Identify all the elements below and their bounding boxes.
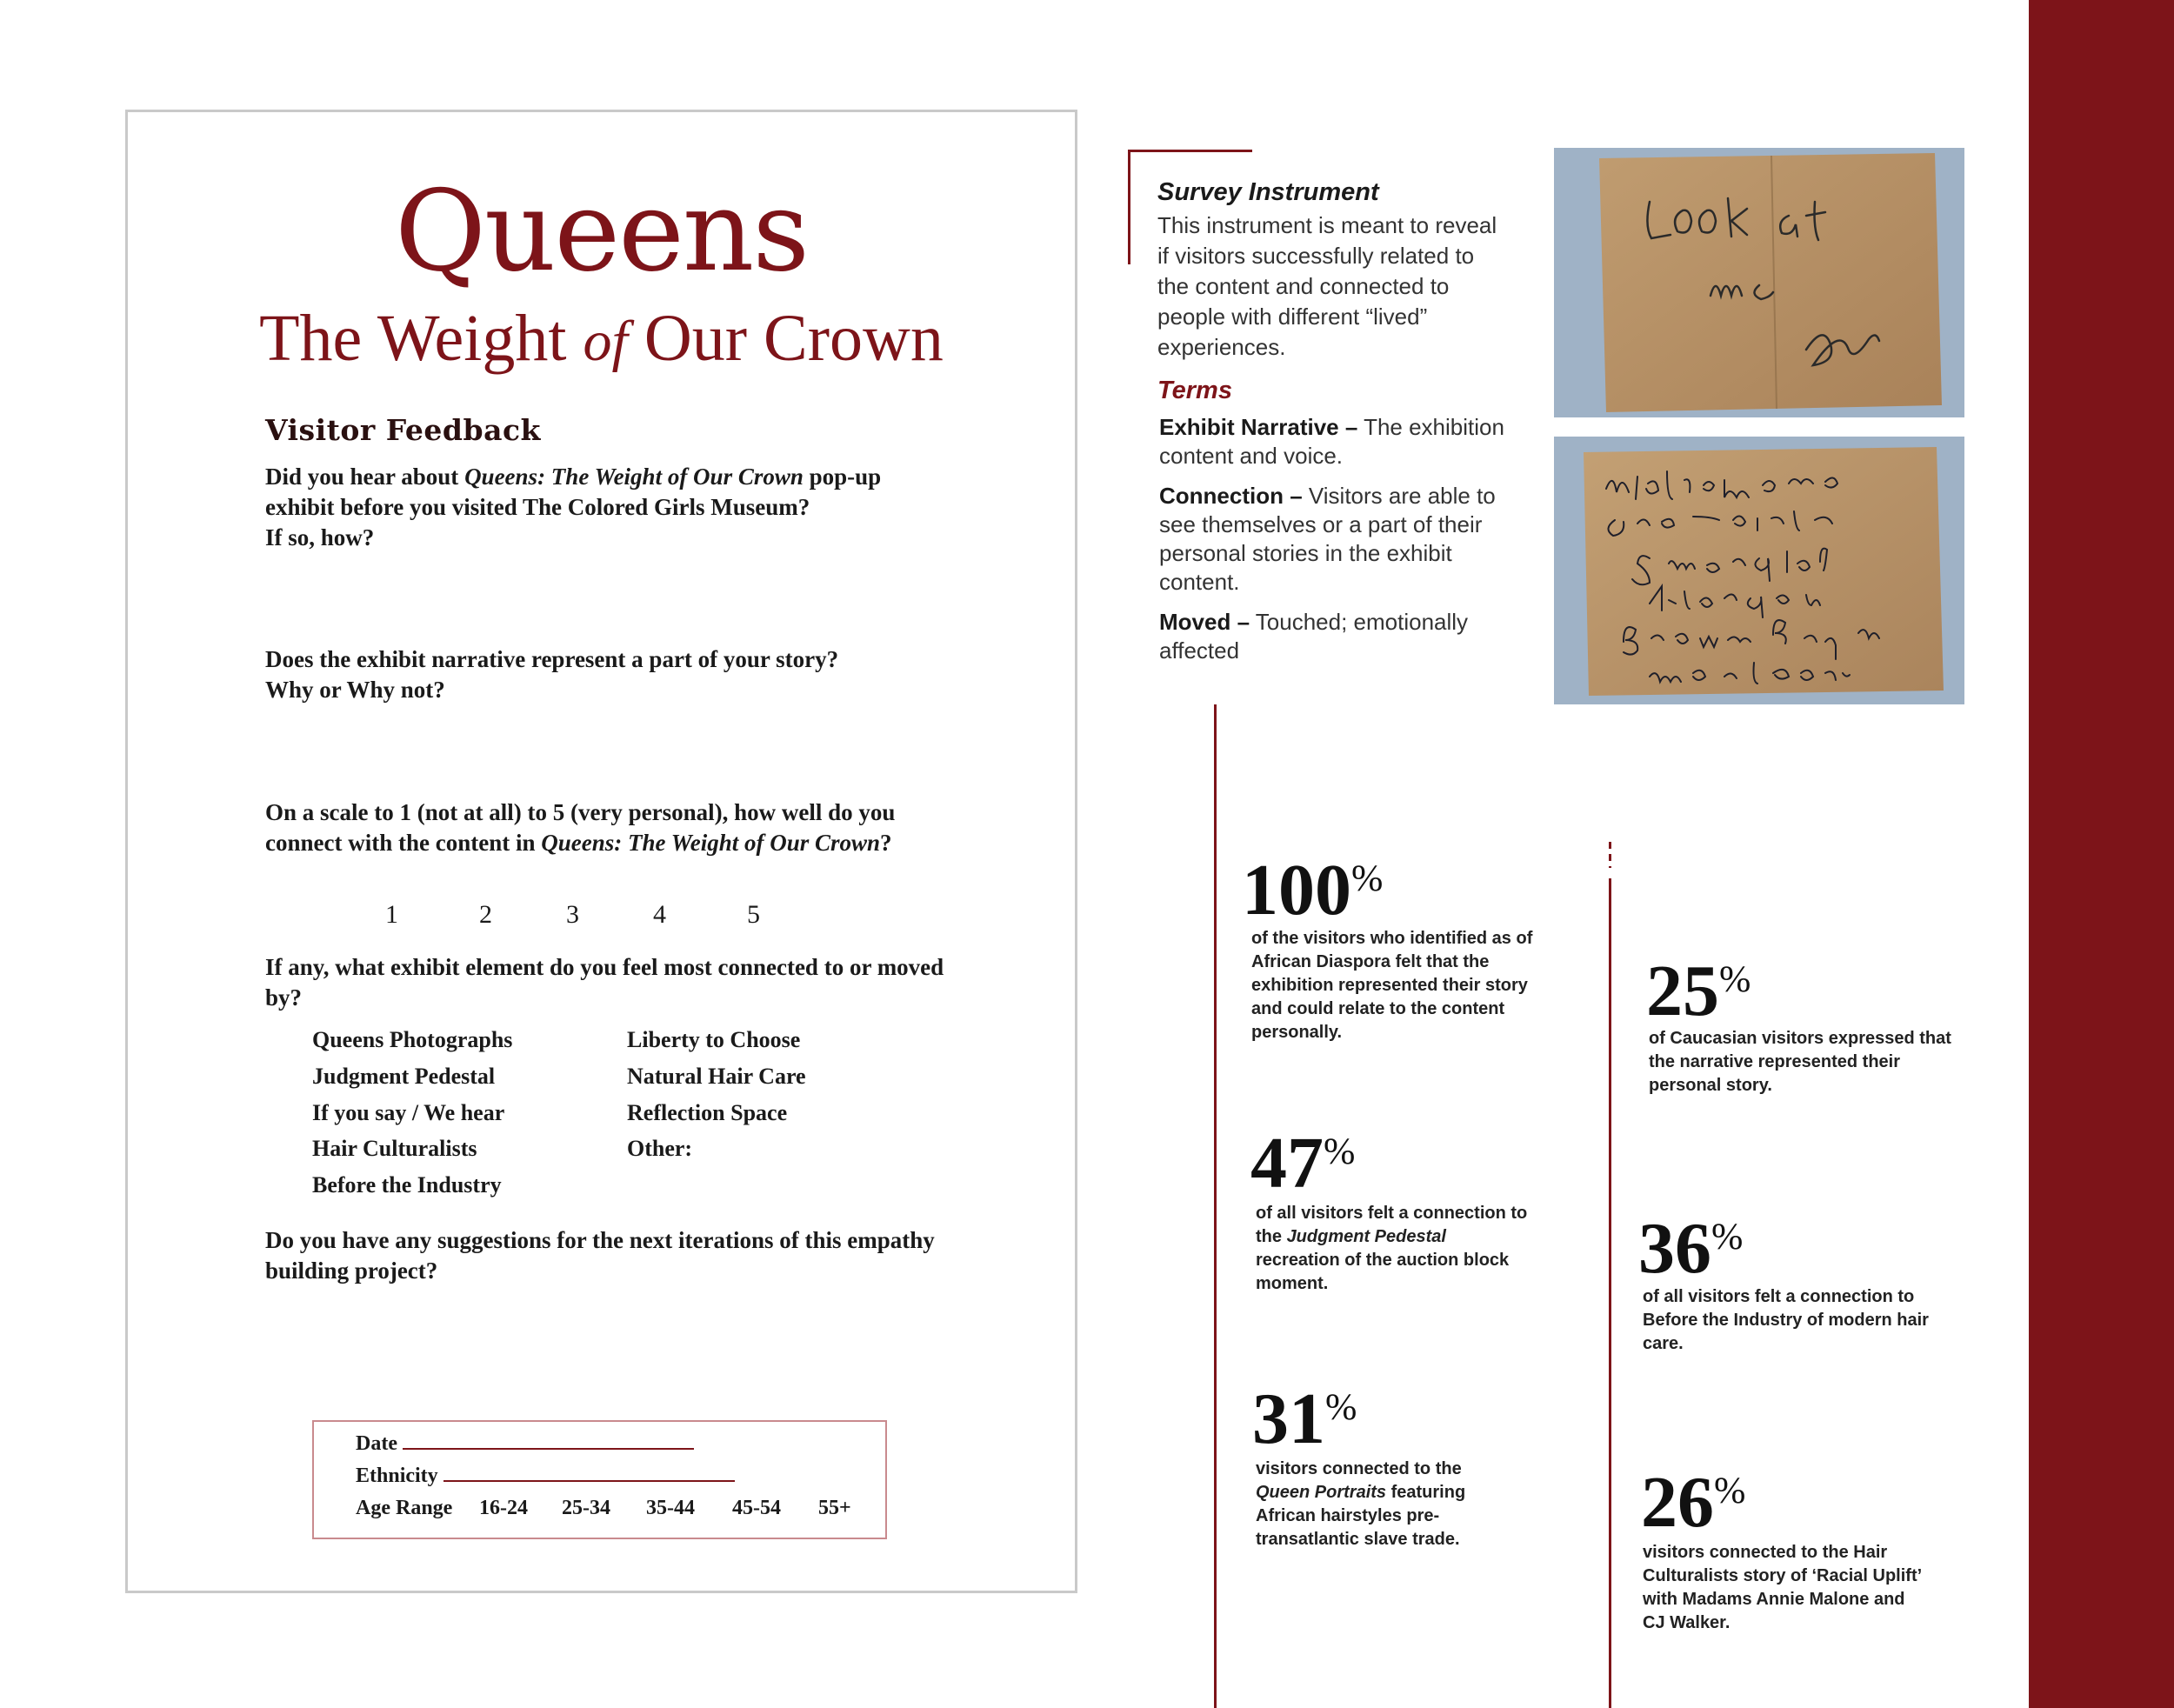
- option-natural-hair-care[interactable]: Natural Hair Care: [627, 1064, 806, 1089]
- stat-36-description: of all visitors felt a connection to Before the Industry of modern hair care.: [1643, 1287, 1929, 1353]
- instrument-title: Survey Instrument: [1157, 178, 1379, 206]
- stat-26-description: visitors connected to the Hair Culturalists story of ‘Racial Uplift’ with Madams Annie Malone and CJ Walker.: [1643, 1543, 1922, 1632]
- question-heard-about: Did you hear about Queens: The Weight of Our Crown pop-up exhibit before you visited The Colored Girls Museum? If so, how?: [265, 464, 882, 550]
- age-range-label: Age Range: [356, 1497, 453, 1519]
- scale-option-5[interactable]: 5: [747, 900, 760, 929]
- option-before-the-industry[interactable]: Before the Industry: [312, 1172, 502, 1198]
- form-title: Queens: [395, 167, 808, 297]
- age-option[interactable]: 16-24: [479, 1497, 528, 1519]
- feedback-heading: Visitor Feedback: [265, 413, 541, 447]
- stats-divider-dashed: [1609, 842, 1611, 868]
- handwritten-note-photo-2: [1554, 437, 1964, 704]
- date-field[interactable]: Date: [356, 1432, 694, 1456]
- option-judgment-pedestal[interactable]: Judgment Pedestal: [312, 1064, 496, 1089]
- folded-note-drawing: [1554, 148, 1964, 417]
- scale-option-2[interactable]: 2: [479, 900, 492, 929]
- stat-25-percent: 25%: [1646, 951, 1751, 1031]
- option-if-you-say[interactable]: If you say / We hear: [312, 1100, 505, 1125]
- stat-31-percent: 31%: [1252, 1378, 1357, 1459]
- option-reflection-space[interactable]: Reflection Space: [627, 1100, 788, 1125]
- ethnicity-field[interactable]: Ethnicity: [356, 1464, 735, 1488]
- handwritten-note-photo-1: [1554, 148, 1964, 417]
- maroon-side-bar: [2029, 0, 2174, 1708]
- question-exhibit-element: If any, what exhibit element do you feel most connected to or moved by?: [265, 954, 944, 1011]
- visitor-feedback-form: [125, 110, 1077, 1593]
- scale-option-1[interactable]: 1: [385, 900, 398, 929]
- option-other[interactable]: Other:: [627, 1136, 693, 1161]
- stat-36-percent: 36%: [1638, 1208, 1744, 1289]
- demographics-box: [312, 1420, 887, 1539]
- option-liberty-to-choose[interactable]: Liberty to Choose: [627, 1027, 801, 1052]
- stat-26-percent: 26%: [1641, 1462, 1746, 1543]
- instrument-description: This instrument is meant to reveal if visitors successfully related to the content and connected to people with different “lived” experiences.: [1157, 212, 1497, 360]
- stat-47-description: of all visitors felt a connection to the Judgment Pedestal recreation of the auction block moment.: [1256, 1204, 1528, 1293]
- question-narrative-story: Does the exhibit narrative represent a part of your story? Why or Why not?: [265, 646, 839, 703]
- scale-option-4[interactable]: 4: [653, 900, 666, 929]
- term-connection: Connection – Visitors are able to see themselves or a part of their personal stories in the exhibit content.: [1159, 483, 1496, 595]
- stat-47-percent: 47%: [1250, 1123, 1356, 1204]
- term-moved: Moved – Touched; emotionally affected: [1159, 609, 1469, 664]
- age-option[interactable]: 25-34: [562, 1497, 610, 1519]
- note-drawing: [1554, 437, 1964, 704]
- age-option[interactable]: 45-54: [732, 1497, 781, 1519]
- stats-divider-line: [1214, 704, 1217, 1708]
- option-hair-culturalists[interactable]: Hair Culturalists: [312, 1136, 477, 1161]
- option-queens-photographs[interactable]: Queens Photographs: [312, 1027, 513, 1052]
- bracket-line: [1128, 150, 1130, 264]
- term-exhibit-narrative: Exhibit Narrative – The exhibition content and voice.: [1159, 414, 1504, 469]
- stat-25-description: of Caucasian visitors expressed that the narrative represented their personal story.: [1649, 1029, 1951, 1095]
- stat-100-percent: 100%: [1242, 850, 1384, 931]
- form-subtitle: The Weight of Our Crown: [259, 302, 944, 375]
- scale-option-3[interactable]: 3: [566, 900, 579, 929]
- stats-divider-line: [1609, 878, 1611, 1708]
- age-option[interactable]: 35-44: [646, 1497, 695, 1519]
- stat-100-description: of the visitors who identified as of African Diaspora felt that the exhibition represented their story and could relate to the content personally.: [1251, 929, 1533, 1042]
- stat-31-description: visitors connected to the Queen Portraits featuring African hairstyles pre-transatlantic slave trade.: [1256, 1459, 1466, 1549]
- terms-title: Terms: [1157, 377, 1232, 404]
- question-connection-scale: On a scale to 1 (not at all) to 5 (very personal), how well do you connect with the content in Queens: The Weight of Our Crown?: [265, 799, 896, 856]
- question-suggestions: Do you have any suggestions for the next iterations of this empathy building project?: [265, 1227, 935, 1284]
- bracket-line: [1128, 150, 1252, 152]
- age-option[interactable]: 55+: [818, 1497, 851, 1519]
